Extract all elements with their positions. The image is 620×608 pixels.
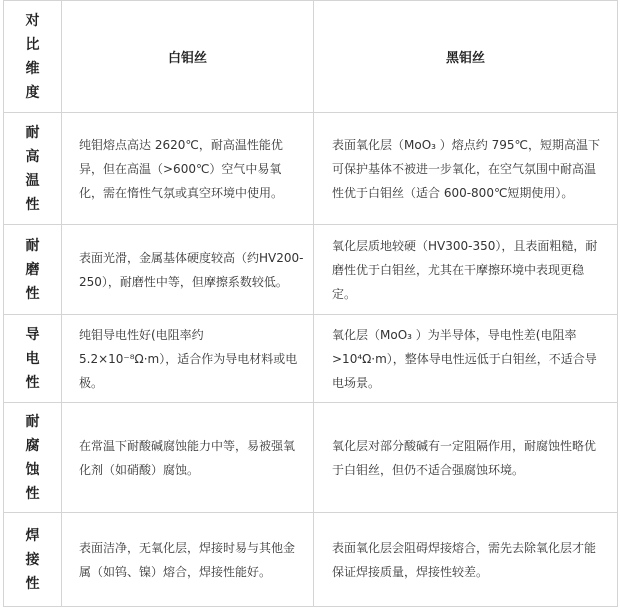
row-label: 耐腐蚀性 — [25, 413, 40, 502]
cell-text: 纯钼导电性好(电阻率约 5.2×10⁻⁸Ω·m），适合作为导电材料或电极。 — [79, 327, 298, 390]
cell-text: 表面氧化层会阻碍焊接熔合，需先去除氧化层才能保证焊接质量，焊接性较差。 — [332, 540, 597, 579]
table-row — [4, 315, 618, 403]
black-molybdenum-cell — [314, 513, 618, 607]
column-header-black — [314, 1, 618, 113]
row-label-cell — [4, 315, 62, 403]
column-header-white-label: 白钼丝 — [167, 51, 207, 66]
cell-text: 表面光滑，金属基体硬度较高（约HV200-250），耐磨性中等，但摩擦系数较低。 — [79, 250, 304, 289]
corner-label-cell — [4, 1, 62, 113]
white-molybdenum-cell — [62, 113, 314, 225]
black-molybdenum-cell — [314, 403, 618, 513]
row-label: 导电性 — [25, 326, 40, 391]
cell-text: 氧化层（MoO₃ ）为半导体，导电性差(电阻率 >10⁴Ω·m），整体导电性远低于白钼丝，不适合导电场景。 — [332, 327, 597, 390]
column-header-white — [62, 1, 314, 113]
table-row — [4, 403, 618, 513]
column-header-black-label: 黑钼丝 — [445, 51, 485, 66]
row-label: 耐高温性 — [25, 124, 40, 213]
white-molybdenum-cell — [62, 315, 314, 403]
comparison-table — [3, 0, 618, 607]
row-label: 焊接性 — [25, 527, 40, 592]
black-molybdenum-cell — [314, 113, 618, 225]
cell-text: 纯钼熔点高达 2620℃，耐高温性能优异，但在高温（>600℃）空气中易氧化，需在惰性气氛或真空环境中使用。 — [79, 137, 284, 200]
row-label-cell — [4, 225, 62, 315]
row-label-cell — [4, 113, 62, 225]
table-row — [4, 113, 618, 225]
black-molybdenum-cell — [314, 315, 618, 403]
white-molybdenum-cell — [62, 225, 314, 315]
white-molybdenum-cell — [62, 513, 314, 607]
cell-text: 表面洁净，无氧化层，焊接时易与其他金属（如钨、镍）熔合，焊接性能好。 — [79, 540, 296, 579]
cell-text: 氧化层质地较硬（HV300-350），且表面粗糙，耐磨性优于白钼丝，尤其在干摩擦环境中表现更稳定。 — [332, 238, 598, 301]
table-row — [4, 513, 618, 607]
black-molybdenum-cell — [314, 225, 618, 315]
white-molybdenum-cell — [62, 403, 314, 513]
corner-label: 对比维度 — [25, 12, 40, 101]
table-row — [4, 225, 618, 315]
row-label-cell — [4, 403, 62, 513]
header-row — [4, 1, 618, 113]
cell-text: 氧化层对部分酸碱有一定阻隔作用，耐腐蚀性略优于白钼丝，但仍不适合强腐蚀环境。 — [332, 438, 597, 477]
cell-text: 在常温下耐酸碱腐蚀能力中等，易被强氧化剂（如硝酸）腐蚀。 — [79, 438, 296, 477]
row-label-cell — [4, 513, 62, 607]
cell-text: 表面氧化层（MoO₃ ）熔点约 795℃，短期高温下可保护基体不被进一步氧化，在空气氛围中耐高温性优于白钼丝（适合 600-800℃短期使用）。 — [332, 137, 600, 200]
row-label: 耐磨性 — [25, 237, 40, 302]
